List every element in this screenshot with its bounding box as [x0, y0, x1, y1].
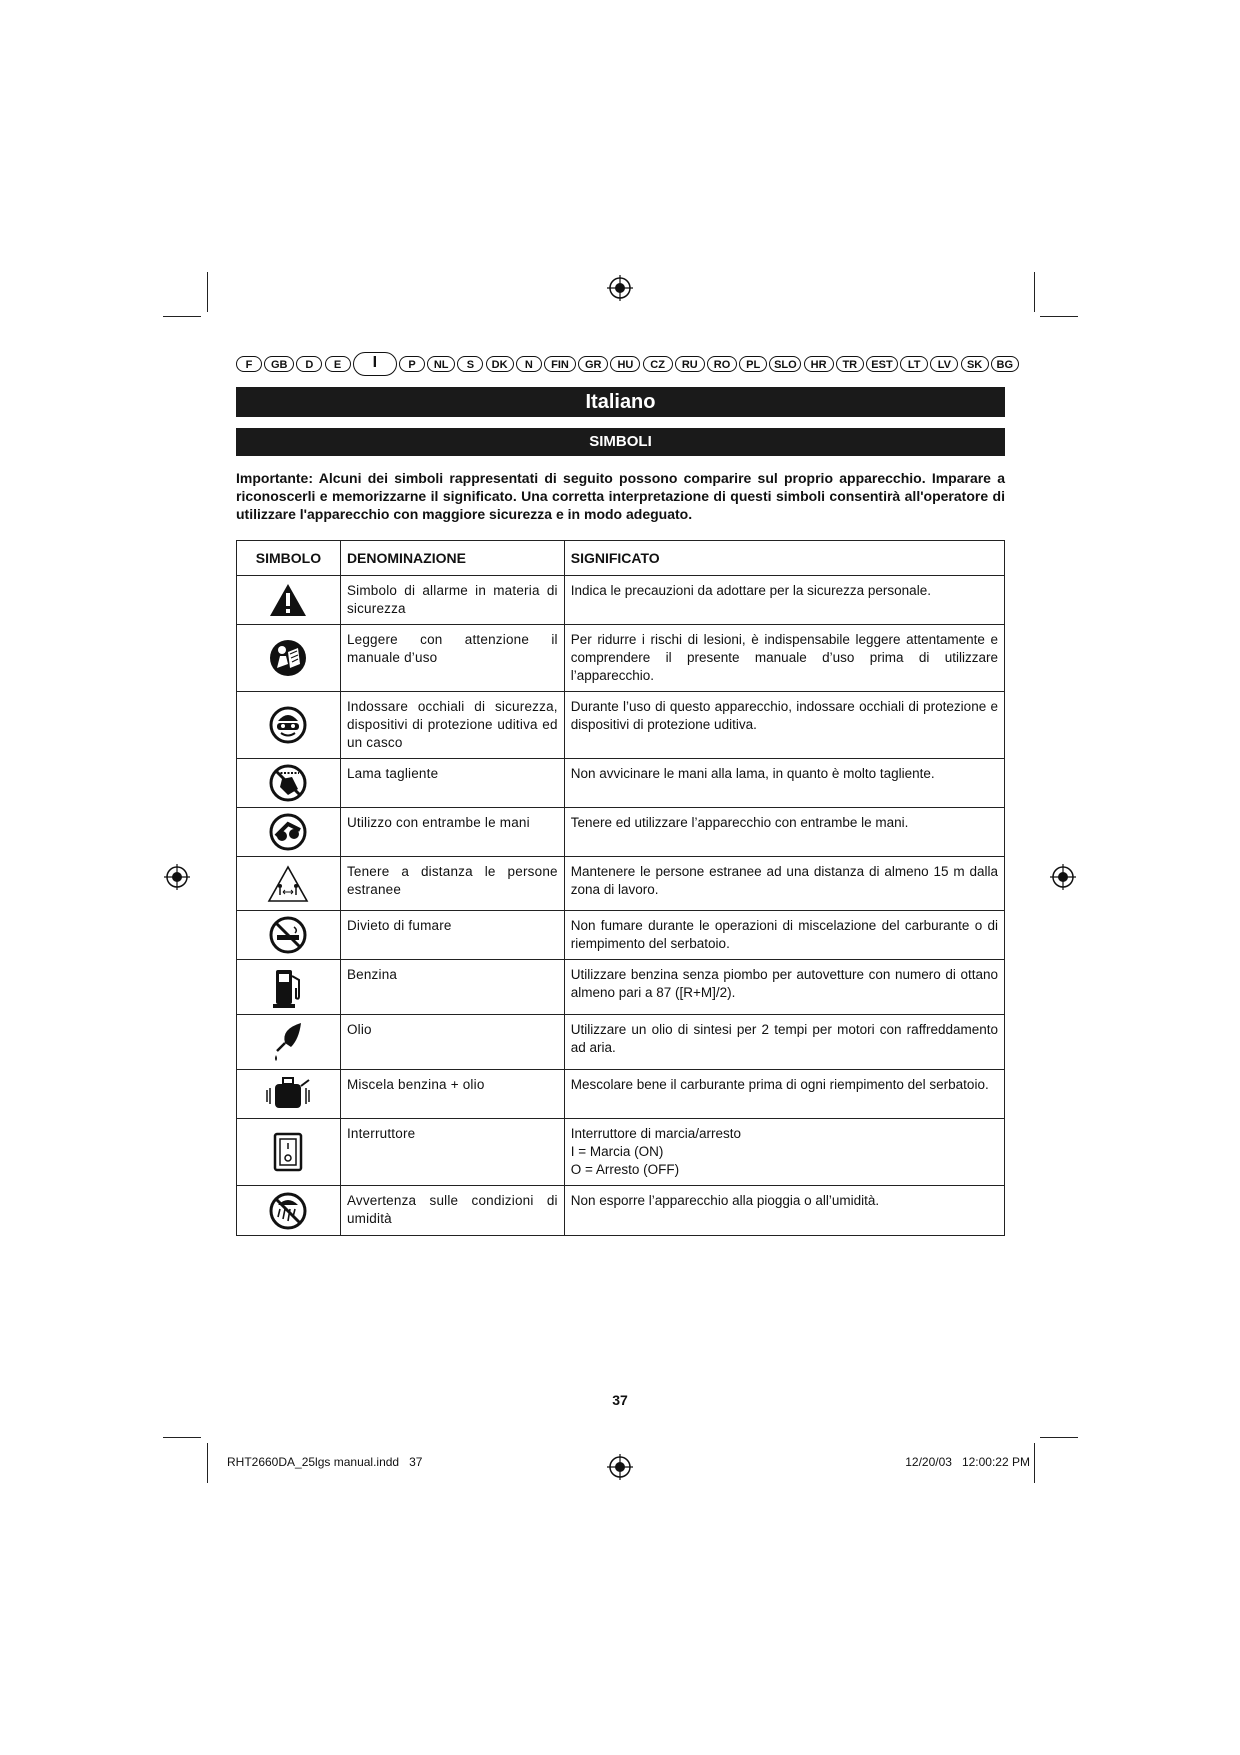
language-bar: [236, 354, 1014, 374]
symbol-meaning: Indica le precauzioni da adottare per la sicurezza personale.: [564, 576, 1004, 625]
language-tab-ro[interactable]: RO: [707, 356, 737, 372]
symbol-meaning: Non avvicinare le mani alla lama, in quanto è molto tagliente.: [564, 759, 1004, 808]
table-row: [237, 960, 1005, 1015]
language-tab-lt[interactable]: LT: [900, 356, 928, 372]
language-tab-slo[interactable]: SLO: [769, 356, 801, 372]
language-tab-hu[interactable]: HU: [610, 356, 640, 372]
crop-mark: [1034, 272, 1035, 312]
registration-mark-icon: [607, 1454, 633, 1480]
symbol-name: Avvertenza sulle condizioni di umidità: [340, 1186, 564, 1236]
language-tab-n[interactable]: N: [516, 356, 542, 372]
symbol-cell: [237, 1186, 341, 1236]
table-header-row: [237, 541, 1005, 576]
symbol-name: Indossare occhiali di sicurezza, dispositivi di protezione uditiva ed un casco: [340, 692, 564, 759]
symbol-cell: [237, 960, 341, 1015]
language-title: Italiano: [236, 387, 1005, 417]
symbol-name: Lama tagliente: [340, 759, 564, 808]
table-row: [237, 759, 1005, 808]
symbol-meaning: Non fumare durante le operazioni di miscelazione del carburante o di riempimento del serbatoio.: [564, 911, 1004, 960]
crop-mark: [163, 1437, 201, 1438]
symbol-name: Benzina: [340, 960, 564, 1015]
symbol-cell: [237, 759, 341, 808]
intro-paragraph: Importante: Alcuni dei simboli rappresentati di seguito possono comparire sul proprio apparecchio. Imparare a riconoscerli e memorizzarne il significato. Una corretta interpretazione di questi simboli consentirà all'operatore di utilizzare l'apparecchio con maggiore sicurezza e in modo adeguato.: [236, 470, 1005, 522]
language-tab-dk[interactable]: DK: [486, 356, 514, 372]
symbol-name: Utilizzo con entrambe le mani: [340, 808, 564, 857]
read-manual-icon: [241, 638, 336, 678]
column-header-symbol: SIMBOLO: [237, 541, 341, 576]
table-row: [237, 1015, 1005, 1070]
language-tab-gb[interactable]: GB: [264, 356, 294, 372]
page-number: 37: [612, 1392, 628, 1408]
registration-mark-icon: [164, 864, 190, 890]
footer-filename: RHT2660DA_25lgs manual.indd 37: [227, 1455, 423, 1469]
crop-mark: [1034, 1443, 1035, 1483]
language-tab-sk[interactable]: SK: [961, 356, 989, 372]
symbol-name: Divieto di fumare: [340, 911, 564, 960]
registration-mark-icon: [1050, 864, 1076, 890]
table-row: [237, 808, 1005, 857]
symbols-table: [236, 540, 1005, 1236]
no-smoking-icon: [241, 915, 336, 955]
symbol-meaning: Tenere ed utilizzare l’apparecchio con entrambe le mani.: [564, 808, 1004, 857]
protective-gear-icon: [241, 705, 336, 745]
table-row: [237, 1186, 1005, 1236]
language-tab-tr[interactable]: TR: [836, 356, 864, 372]
language-tab-ru[interactable]: RU: [675, 356, 705, 372]
symbol-cell: [237, 911, 341, 960]
symbol-cell: [237, 1015, 341, 1070]
symbol-meaning: Interruttore di marcia/arresto I = Marcia (ON) O = Arresto (OFF): [564, 1119, 1004, 1186]
symbol-name: Tenere a distanza le persone estranee: [340, 857, 564, 911]
no-rain-icon: [241, 1191, 336, 1231]
language-tab-est[interactable]: EST: [866, 356, 898, 372]
table-row: [237, 692, 1005, 759]
warning-triangle-icon: [241, 582, 336, 618]
table-row: [237, 857, 1005, 911]
language-tab-nl[interactable]: NL: [427, 356, 455, 372]
fuel-pump-icon: [241, 964, 336, 1010]
language-tab-hr[interactable]: HR: [804, 356, 834, 372]
fuel-mix-icon: [241, 1074, 336, 1114]
keep-distance-icon: [241, 864, 336, 904]
symbol-meaning: Durante l’uso di questo apparecchio, indossare occhiali di protezione e dispositivi di protezione uditiva.: [564, 692, 1004, 759]
language-tab-s[interactable]: S: [457, 356, 483, 372]
language-tab-p[interactable]: P: [399, 356, 425, 372]
table-row: [237, 911, 1005, 960]
symbol-name: Simbolo di allarme in materia di sicurezza: [340, 576, 564, 625]
section-title: SIMBOLI: [236, 428, 1005, 456]
crop-mark: [207, 1443, 208, 1483]
column-header-meaning: SIGNIFICATO: [564, 541, 1004, 576]
crop-mark: [163, 316, 201, 317]
table-row: [237, 625, 1005, 692]
language-tab-cz[interactable]: CZ: [643, 356, 673, 372]
table-row: [237, 576, 1005, 625]
language-tab-bg[interactable]: BG: [991, 356, 1019, 372]
column-header-name: DENOMINAZIONE: [340, 541, 564, 576]
language-tab-e[interactable]: E: [325, 356, 351, 372]
symbol-cell: [237, 692, 341, 759]
language-tab-pl[interactable]: PL: [739, 356, 767, 372]
switch-icon: [241, 1131, 336, 1173]
two-hands-icon: [241, 812, 336, 852]
symbol-cell: [237, 1119, 341, 1186]
language-tab-i[interactable]: I: [353, 352, 397, 376]
symbol-cell: [237, 625, 341, 692]
symbol-meaning: Mescolare bene il carburante prima di ogni riempimento del serbatoio.: [564, 1070, 1004, 1119]
symbol-name: Interruttore: [340, 1119, 564, 1186]
crop-mark: [1040, 316, 1078, 317]
language-tab-d[interactable]: D: [296, 356, 322, 372]
registration-mark-icon: [607, 275, 633, 301]
language-tab-lv[interactable]: LV: [930, 356, 958, 372]
crop-mark: [1040, 1437, 1078, 1438]
table-row: [237, 1070, 1005, 1119]
symbol-cell: [237, 576, 341, 625]
table-row: [237, 1119, 1005, 1186]
symbol-meaning: Per ridurre i rischi di lesioni, è indispensabile leggere attentamente e comprendere il presente manuale d’uso prima di utilizzare l’apparecchio.: [564, 625, 1004, 692]
sharp-blade-icon: [241, 763, 336, 803]
symbol-name: Miscela benzina + olio: [340, 1070, 564, 1119]
symbol-name: Olio: [340, 1015, 564, 1070]
symbol-meaning: Mantenere le persone estranee ad una distanza di almeno 15 m dalla zona di lavoro.: [564, 857, 1004, 911]
language-tab-f[interactable]: F: [236, 356, 262, 372]
language-tab-fin[interactable]: FIN: [544, 356, 576, 372]
symbol-meaning: Non esporre l’apparecchio alla pioggia o all’umidità.: [564, 1186, 1004, 1236]
language-tab-gr[interactable]: GR: [578, 356, 608, 372]
symbol-meaning: Utilizzare un olio di sintesi per 2 tempi per motori con raffreddamento ad aria.: [564, 1015, 1004, 1070]
symbol-cell: [237, 1070, 341, 1119]
symbol-cell: [237, 857, 341, 911]
symbol-name: Leggere con attenzione il manuale d’uso: [340, 625, 564, 692]
crop-mark: [207, 272, 208, 312]
symbol-cell: [237, 808, 341, 857]
footer-timestamp: 12/20/03 12:00:22 PM: [905, 1455, 1030, 1469]
symbol-meaning: Utilizzare benzina senza piombo per autovetture con numero di ottano almeno pari a 87 ([R+M]/2).: [564, 960, 1004, 1015]
oil-can-icon: [241, 1019, 336, 1065]
